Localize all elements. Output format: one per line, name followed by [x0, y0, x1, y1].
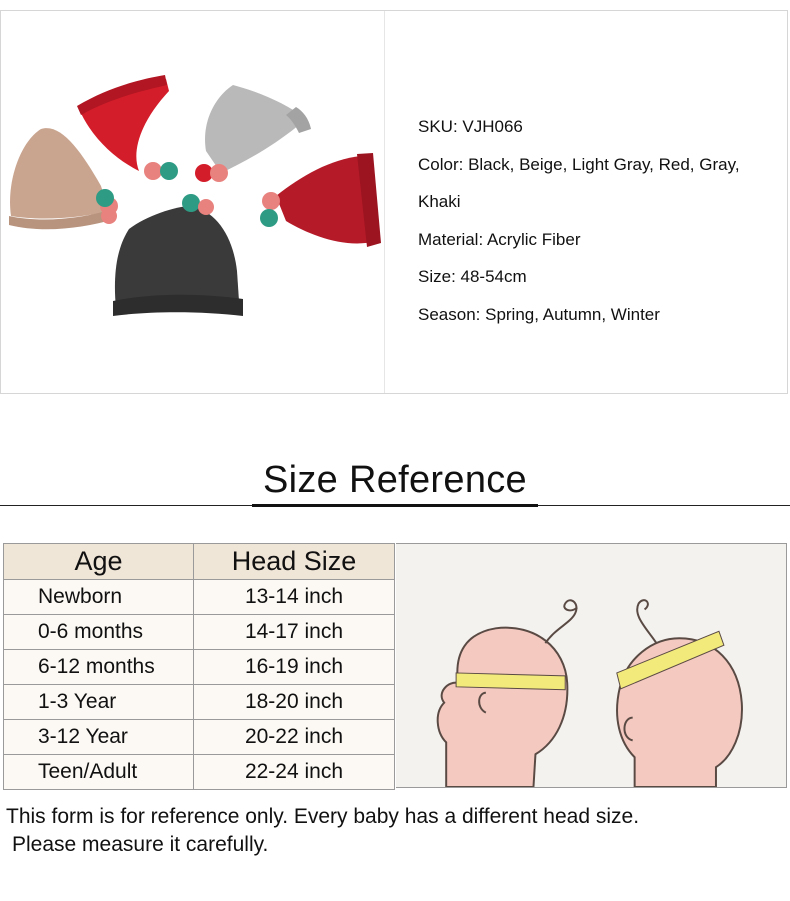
- age-column-header: Age: [4, 544, 194, 580]
- age-cell: 6-12 months: [4, 650, 194, 685]
- note-line-2: Please measure it carefully.: [12, 833, 269, 856]
- head-size-cell: 22-24 inch: [194, 755, 395, 790]
- measurement-note: [6, 803, 639, 859]
- spec-color-continued: Khaki: [418, 192, 461, 211]
- product-info-panel: [0, 10, 788, 394]
- head-size-cell: 18-20 inch: [194, 685, 395, 720]
- table-row: [4, 755, 395, 790]
- baby-head-angled-view: [617, 600, 742, 787]
- table-row: [4, 615, 395, 650]
- spec-size: Size: 48-54cm: [418, 267, 527, 286]
- size-reference-header: [0, 455, 790, 515]
- note-line-1: This form is for reference only. Every baby has a different head size.: [6, 805, 640, 828]
- age-cell: Newborn: [4, 580, 194, 615]
- baby-head-measure-graphic: [396, 544, 785, 787]
- age-cell: 1-3 Year: [4, 685, 194, 720]
- spec-season: Season: Spring, Autumn, Winter: [418, 304, 660, 324]
- black-hat: [113, 206, 243, 316]
- product-photo: [1, 11, 384, 393]
- table-row: [4, 580, 395, 615]
- dark-red-hat: [276, 153, 381, 247]
- table-row: [4, 650, 395, 685]
- head-size-cell: 20-22 inch: [194, 720, 395, 755]
- head-size-cell: 16-19 inch: [194, 650, 395, 685]
- head-size-column-header: Head Size: [194, 544, 395, 580]
- head-measurement-illustration: [396, 543, 787, 788]
- head-size-cell: 14-17 inch: [194, 615, 395, 650]
- age-cell: Teen/Adult: [4, 755, 194, 790]
- title-underline: [252, 504, 538, 507]
- age-cell: 3-12 Year: [4, 720, 194, 755]
- spec-list: [418, 108, 788, 333]
- size-table-header-row: [4, 544, 395, 580]
- spec-material: Material: Acrylic Fiber: [418, 229, 581, 249]
- head-size-cell: 13-14 inch: [194, 580, 395, 615]
- spec-color: Color: Black, Beige, Light Gray, Red, Gray,: [418, 154, 740, 174]
- baby-head-side-view: [438, 600, 577, 787]
- table-row: [4, 720, 395, 755]
- age-cell: 0-6 months: [4, 615, 194, 650]
- size-reference-title: Size Reference: [262, 459, 527, 501]
- red-hat: [77, 75, 169, 171]
- khaki-hat: [9, 128, 115, 229]
- panel-divider: [384, 11, 385, 393]
- size-table: [3, 543, 395, 790]
- spec-sku: SKU: VJH066: [418, 117, 523, 136]
- light-gray-hat: [205, 85, 311, 173]
- table-row: [4, 685, 395, 720]
